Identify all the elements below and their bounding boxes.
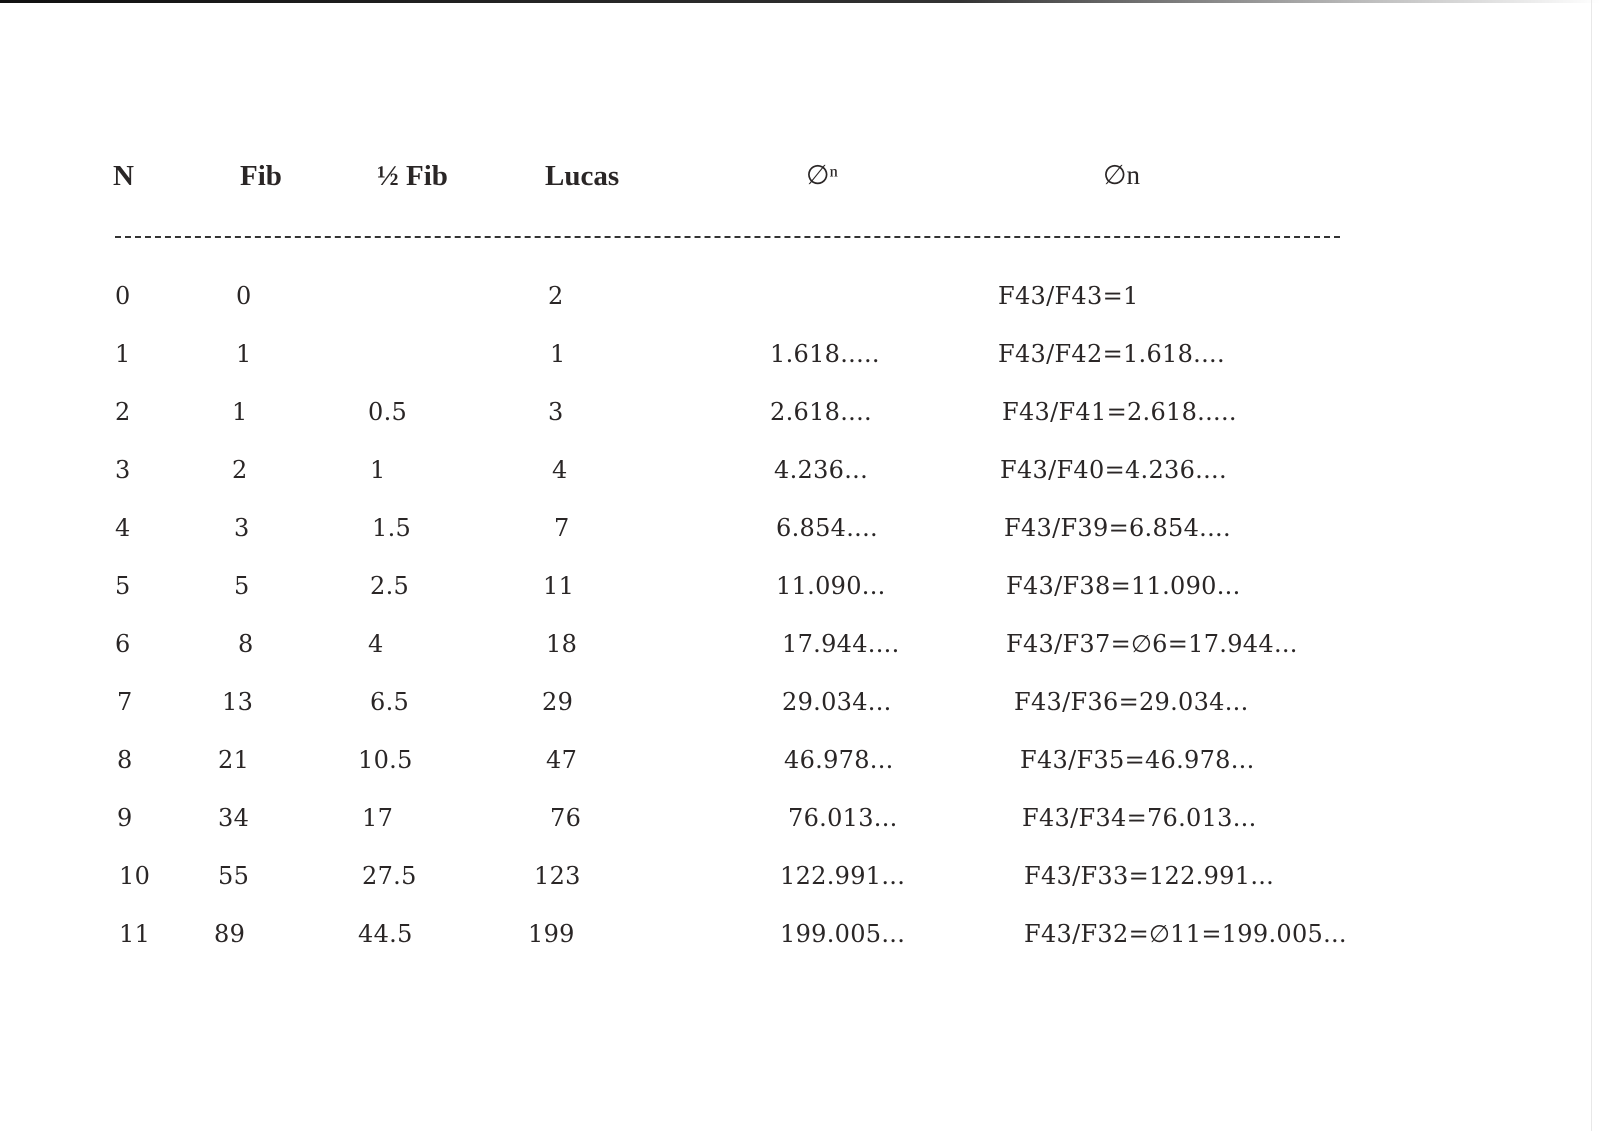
cell-fib: 89 (214, 920, 246, 948)
cell-n: 5 (115, 572, 131, 600)
cell-lucas: 1 (550, 340, 566, 368)
cell-phi-power: 4.236... (774, 456, 868, 484)
header-lucas: Lucas (545, 160, 620, 192)
cell-fib: 34 (218, 804, 250, 832)
cell-n: 4 (115, 514, 131, 542)
cell-lucas: 29 (542, 688, 574, 716)
cell-n: 0 (115, 282, 131, 310)
cell-phi-power: 6.854.... (776, 514, 878, 542)
cell-fib: 0 (236, 282, 252, 310)
cell-lucas: 47 (546, 746, 578, 774)
cell-phi-n: F43/F35=46.978... (1020, 746, 1255, 774)
cell-lucas: 199 (528, 920, 575, 948)
cell-n: 11 (119, 920, 151, 948)
header-divider (115, 236, 1340, 238)
cell-lucas: 18 (546, 630, 578, 658)
cell-n: 6 (115, 630, 131, 658)
cell-fib: 5 (234, 572, 250, 600)
scan-top-edge (0, 0, 1600, 3)
cell-fib: 2 (232, 456, 248, 484)
header-n: N (113, 160, 134, 192)
cell-fib: 13 (222, 688, 254, 716)
cell-half-fib: 4 (368, 630, 384, 658)
cell-phi-power: 2.618.... (770, 398, 872, 426)
cell-half-fib: 27.5 (362, 862, 417, 890)
header-half-fib: ½ Fib (377, 160, 448, 192)
cell-phi-n: F43/F41=2.618..... (1002, 398, 1237, 426)
cell-phi-power: 76.013... (788, 804, 898, 832)
cell-n: 2 (115, 398, 131, 426)
cell-n: 9 (117, 804, 133, 832)
cell-half-fib: 10.5 (358, 746, 413, 774)
cell-fib: 3 (234, 514, 250, 542)
cell-n: 8 (117, 746, 133, 774)
cell-phi-n: F43/F38=11.090... (1006, 572, 1241, 600)
cell-phi-power: 199.005... (780, 920, 906, 948)
cell-phi-power: 29.034... (782, 688, 892, 716)
cell-phi-n: F43/F34=76.013... (1022, 804, 1257, 832)
cell-phi-n: F43/F43=1 (998, 282, 1139, 310)
cell-lucas: 123 (534, 862, 581, 890)
cell-lucas: 76 (550, 804, 582, 832)
cell-half-fib: 0.5 (368, 398, 408, 426)
cell-half-fib: 1.5 (372, 514, 412, 542)
cell-n: 7 (117, 688, 133, 716)
cell-phi-n: F43/F33=122.991... (1024, 862, 1275, 890)
cell-lucas: 2 (548, 282, 564, 310)
cell-fib: 8 (238, 630, 254, 658)
cell-fib: 1 (236, 340, 252, 368)
cell-fib: 55 (218, 862, 250, 890)
cell-half-fib: 44.5 (358, 920, 413, 948)
cell-phi-n: F43/F32=∅11=199.005... (1024, 920, 1347, 948)
header-fib: Fib (240, 160, 282, 192)
cell-lucas: 3 (548, 398, 564, 426)
cell-phi-n: F43/F39=6.854.... (1004, 514, 1231, 542)
cell-lucas: 4 (552, 456, 568, 484)
cell-phi-n: F43/F37=∅6=17.944... (1006, 630, 1298, 658)
cell-fib: 1 (232, 398, 248, 426)
cell-n: 1 (115, 340, 131, 368)
cell-phi-power: 46.978... (784, 746, 894, 774)
scan-right-edge (1591, 0, 1592, 1131)
cell-phi-n: F43/F40=4.236.... (1000, 456, 1227, 484)
header-phi-power: ∅ⁿ (806, 160, 839, 190)
cell-half-fib: 6.5 (370, 688, 410, 716)
cell-n: 3 (115, 456, 131, 484)
cell-half-fib: 17 (362, 804, 394, 832)
cell-phi-n: F43/F36=29.034... (1014, 688, 1249, 716)
cell-half-fib: 2.5 (370, 572, 410, 600)
cell-phi-power: 17.944.... (782, 630, 900, 658)
cell-lucas: 11 (543, 572, 575, 600)
cell-phi-power: 122.991... (780, 862, 906, 890)
cell-phi-n: F43/F42=1.618.... (998, 340, 1225, 368)
cell-n: 10 (119, 862, 151, 890)
cell-half-fib: 1 (370, 456, 386, 484)
cell-fib: 21 (218, 746, 250, 774)
cell-phi-power: 1.618..... (770, 340, 880, 368)
cell-phi-power: 11.090... (776, 572, 886, 600)
header-phi-n: ∅n (1103, 160, 1141, 190)
cell-lucas: 7 (554, 514, 570, 542)
